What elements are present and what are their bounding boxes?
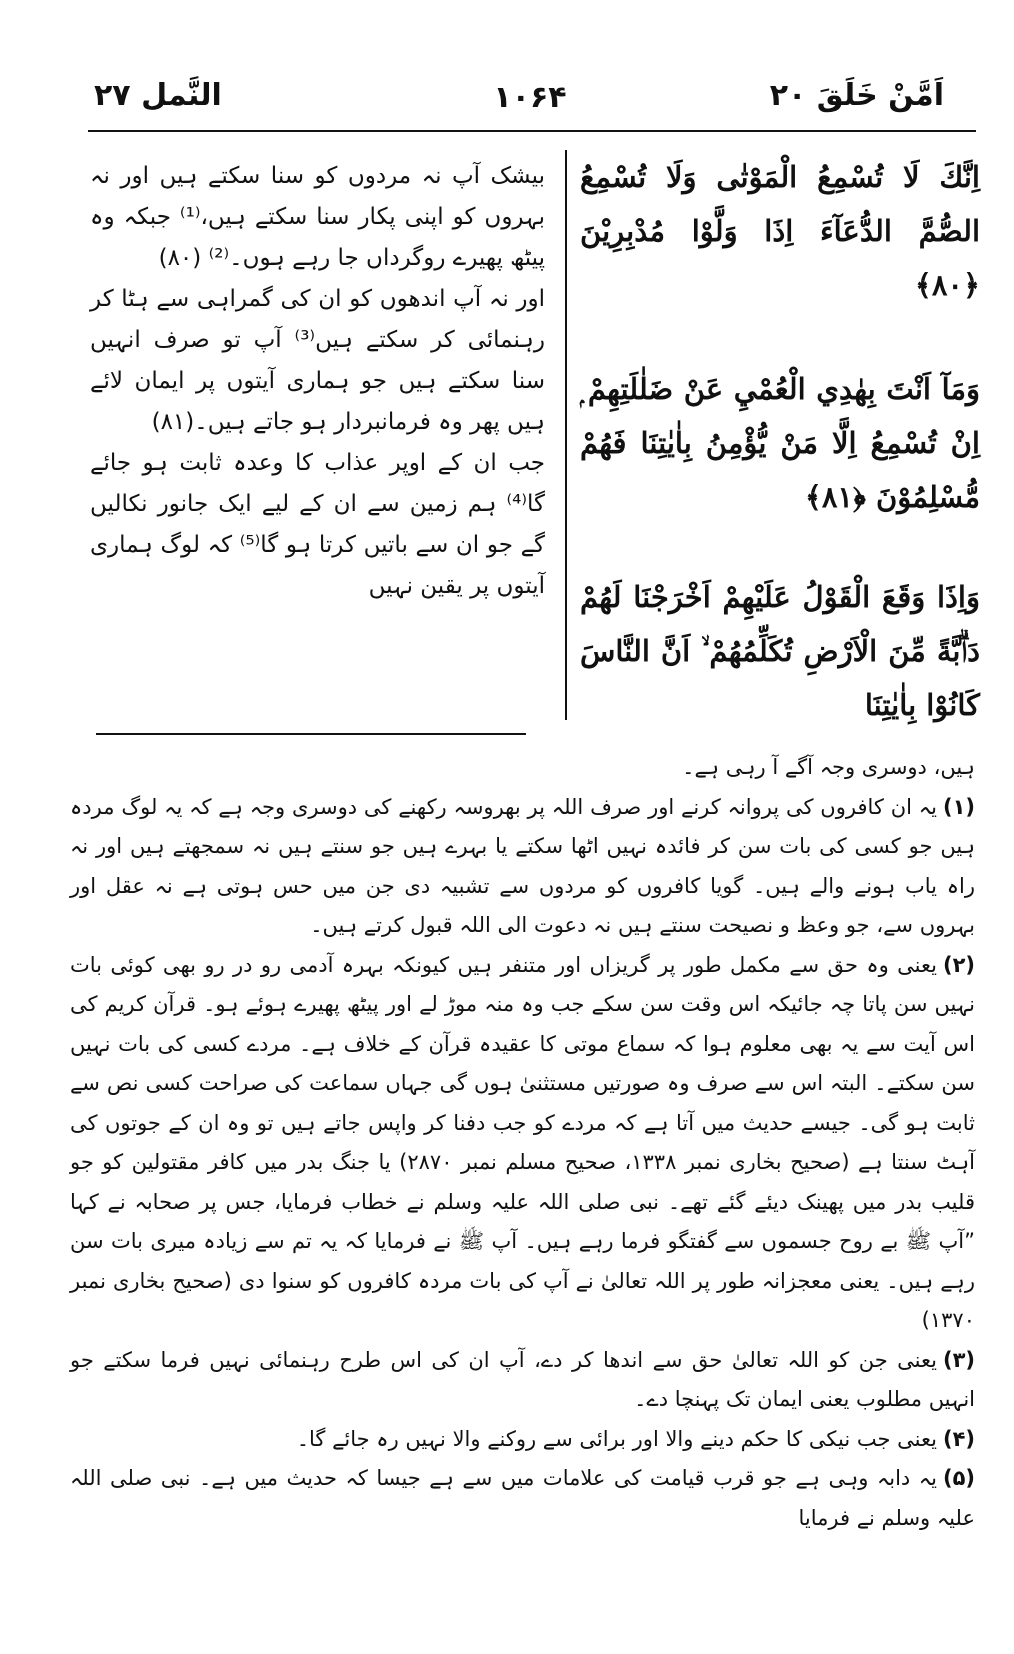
translation-82: جب ان کے اوپر عذاب کا وعدہ ثابت ہو جائے گا⁽⁴⁾ ہم زمین سے ان کے لیے ایک جانور نکالیں گے جو ان سے باتیں کرتا ہو گا⁽⁵⁾ کہ لوگ ہماری آیتوں پر یقین نہیں bbox=[90, 450, 545, 599]
footnote-3 bbox=[70, 1341, 975, 1420]
footnote-number: (۱) bbox=[942, 794, 975, 819]
arabic-column bbox=[580, 150, 980, 732]
footnote-continuation: ہیں، دوسری وجہ آگے آ رہی ہے۔ bbox=[682, 755, 975, 779]
footnote-4 bbox=[70, 1420, 975, 1460]
footnote-2 bbox=[70, 946, 975, 1341]
ayah-82: وَاِذَا وَقَعَ الْقَوْلُ عَلَيْهِمْ اَخْرَجْنَا لَهُمْ دَاۗبَّةً مِّنَ الْاَرْضِ تُكَلِّمُهُمْ ۙ اَنَّ النَّاسَ كَانُوْا بِاٰيٰتِنَا bbox=[580, 580, 980, 722]
column-divider bbox=[565, 150, 567, 720]
footnote-text: یعنی جن کو اللہ تعالیٰ حق سے اندھا کر دے، آپ ان کی اس طرح رہنمائی نہیں فرما سکتے جو انہیں مطلوب یعنی ایمان تک پہنچا دے۔ bbox=[70, 1347, 975, 1411]
footnote-1 bbox=[70, 788, 975, 946]
translation-80: بیشک آپ نہ مردوں کو سنا سکتے ہیں اور نہ بہروں کو اپنی پکار سنا سکتے ہیں،⁽¹⁾ جبکہ وہ پیٹھ پھیرے روگرداں جا رہے ہوں۔⁽²⁾ (۸۰) bbox=[90, 163, 545, 271]
footnote-rule bbox=[96, 733, 526, 735]
translation-column bbox=[90, 156, 545, 607]
page-number: ۱۰۶۴ bbox=[493, 80, 567, 115]
ayah-80: اِنَّكَ لَا تُسْمِعُ الْمَوْتٰى وَلَا تُسْمِعُ الصُّمَّ الدُّعَآءَ اِذَا وَلَّوْا مُدْبِرِيْنَ ﴿۸۰﴾ bbox=[580, 160, 980, 302]
footnote-text: یہ دابہ وہی ہے جو قرب قیامت کی علامات میں سے ہے جیسا کہ حدیث میں ہے۔ نبی صلی اللہ علیہ وسلم نے فرمایا bbox=[70, 1466, 975, 1530]
translation-81: اور نہ آپ اندھوں کو ان کی گمراہی سے ہٹا کر رہنمائی کر سکتے ہیں⁽³⁾ آپ تو صرف انہیں سنا سکتے ہیں جو ہماری آیتوں پر ایمان لائے ہیں پھر وہ فرمانبردار ہو جاتے ہیں۔(۸۱) bbox=[90, 286, 545, 435]
footnote-number: (۴) bbox=[942, 1426, 975, 1451]
footnotes bbox=[70, 748, 975, 1538]
footnote-5 bbox=[70, 1459, 975, 1538]
footnote-text: یہ ان کافروں کی پروانہ کرنے اور صرف اللہ پر بھروسہ رکھنے کی دوسری وجہ ہے کہ یہ لوگ مردہ ہیں جو کسی کی بات سن کر فائدہ نہیں اٹھا سکتے یا بہرے ہیں جو سنتے ہیں نہ سمجھتے ہیں اور نہ راہ یاب ہونے والے ہیں۔ گویا کافروں کو مردوں سے تشبیہ دی جن میں حس ہوتی ہے نہ عقل اور بہروں سے، جو وعظ و نصیحت سنتے ہیں نہ دعوت الی اللہ قبول کرتے ہیں۔ bbox=[70, 794, 975, 937]
footnote-text: یعنی وہ حق سے مکمل طور پر گریزاں اور متنفر ہیں کیونکہ بہرہ آدمی رو در رو بھی کوئی بات نہیں سن پاتا چہ جائیکہ اس وقت سن سکے جب وہ منہ موڑ لے اور پیٹھ پھیرے ہوئے ہو۔ قرآن کریم کی اس آیت سے یہ بھی معلوم ہوا کہ سماع موتی کا عقیدہ قرآن کے خلاف ہے۔ مردے کسی کی بات نہیں سن سکتے۔ البتہ اس سے صرف وہ صورتیں مستثنیٰ ہوں گی جہاں سماعت کی صراحت کسی نص سے ثابت ہو گی۔ جیسے حدیث میں آتا ہے کہ مردے کو جب دفنا کر واپس جاتے ہیں تو وہ ان کے جوتوں کی آہٹ سنتا ہے (صحیح بخاری نمبر ۱۳۳۸، صحیح مسلم نمبر ۲۸۷۰) یا جنگ بدر میں کافر مقتولین کو جو قلیب بدر میں پھینک دیئے گئے تھے۔ نبی صلی اللہ علیہ وسلم نے خطاب فرمایا، جس پر صحابہ نے کہا ”آپ ﷺ بے روح جسموں سے گفتگو فرما رہے ہیں۔ آپ ﷺ نے فرمایا کہ یہ تم سے زیادہ میری بات سن رہے ہیں۔ یعنی معجزانہ طور پر اللہ تعالیٰ نے آپ کی بات مردہ کافروں کو سنوا دی (صحیح بخاری نمبر ۱۳۷۰) bbox=[70, 952, 975, 1332]
footnote-text: یعنی جب نیکی کا حکم دینے والا اور برائی سے روکنے والا نہیں رہ جائے گا۔ bbox=[296, 1426, 937, 1451]
header-rule bbox=[88, 130, 976, 132]
footnote-number: (۲) bbox=[942, 952, 975, 977]
ayah-81: وَمَآ اَنْتَ بِهٰدِي الْعُمْيِ عَنْ ضَلٰلَتِهِمْ ۭ اِنْ تُسْمِعُ اِلَّا مَنْ يُّؤْمِنُ بِاٰيٰتِنَا فَهُمْ مُّسْلِمُوْنَ ﴿۸۱﴾ bbox=[580, 372, 980, 514]
surah-title: النَّمل ۲۷ bbox=[94, 78, 222, 113]
juz-title: اَمَّنْ خَلَقَ ۲۰ bbox=[769, 78, 944, 113]
footnote-number: (۵) bbox=[942, 1466, 975, 1490]
footnote-number: (۳) bbox=[942, 1347, 975, 1372]
